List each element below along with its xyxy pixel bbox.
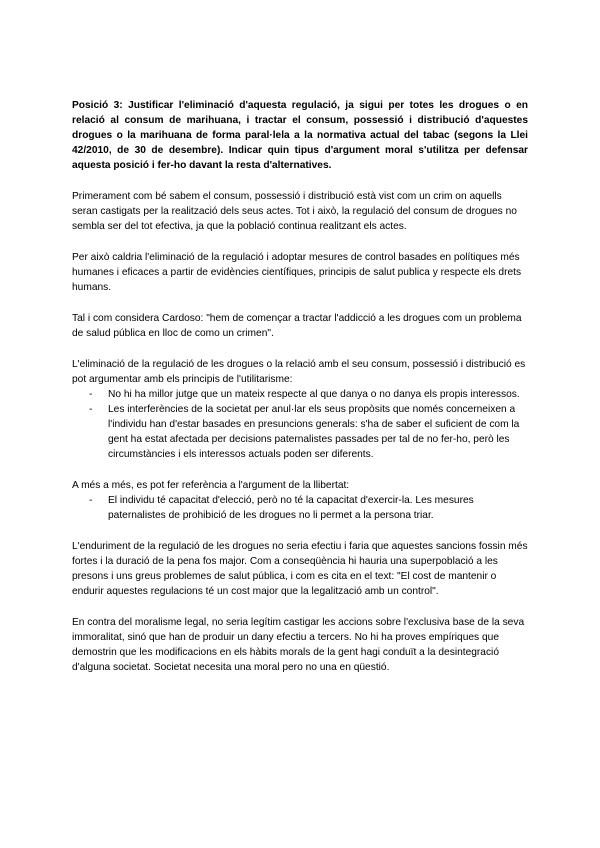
paragraph-liberty: A més a més, es pot fer referència a l'argument de la llibertat: <box>72 480 350 491</box>
list-item <box>72 493 528 523</box>
paragraph-cardoso-quote: Tal i com considera Cardoso: "hem de començar a tractar l'addicció a les drogues com un problema de salud pública en lloc de como un crimen". <box>72 313 522 339</box>
dash-marker: - <box>89 389 93 400</box>
list-item-text: No hi ha millor jutge que un mateix respecte al que danya o no danya els propis interessos. <box>108 389 520 400</box>
paragraph-utilitarianism: L'eliminació de la regulació de les drogues o la relació amb el seu consum, possessió i distribució es pot argumentar amb els principis de l'utilitarisme: <box>72 359 526 385</box>
paragraph-hardening: L'enduriment de la regulació de les drogues no seria efectiu i faria que aquestes sancions fossin més fortes i la duració de la pena fos major. Com a conseqüència hi hauria una superpoblació a les presons i uns greus problemes de salut pública, i com es cita en el text: "El cost de mantenir o endurir aquestes regulacions té un cost major que la legalització amb un control". <box>72 541 528 597</box>
list-item-text: Les interferències de la societat per anul·lar els seus propòsits que només concerneixen a l'individu han d'estar basades en presuncions generals: s'ha de saber el suficient de com la gent ha estat afectada per decisions paternalistes passades per tal de no fer-ho, però les circumstàncies i els interessos actuals poden ser diferents. <box>108 404 520 460</box>
dash-marker: - <box>89 495 93 506</box>
utilitarian-list <box>72 387 528 462</box>
list-item-text: El individu té capacitat d'elecció, però no té la capacitat d'exercir-la. Les mesures paternalistes de prohibició de les drogues no li permet a la persona triar. <box>108 495 474 521</box>
paragraph-proposal: Per això caldria l'eliminació de la regulació i adoptar mesures de control basades en polítiques més humanes i eficaces a partir de evidències científiques, principis de salut publica y respecte els drets humans. <box>72 252 522 293</box>
position-heading: Posició 3: Justificar l'eliminació d'aquesta regulació, ja sigui per totes les drogues o en relació al consum de marihuana, i tractar el consum, possessió i distribució d'aquestes drogues o la marihuana de forma paral·lela a la normativa actual del tabac (segons la Llei 42/2010, de 30 de desembre). Indicar quin tipus d'argument moral s'utilitza per defensar aquesta posició i fer-ho davant la resta d'alternatives. <box>72 100 528 171</box>
paragraph-legal-moralism: En contra del moralisme legal, no seria legítim castigar les accions sobre l'exclusiva base de la seva immoralitat, sinó que han de produir un dany efectiu a tercers. No hi ha proves empíriques que demostrin que les modificacions en els hàbits morals de la gent hagi conduït a la desintegració d'alguna societat. Societat necesita una moral pero no una en qüestió. <box>72 617 525 673</box>
list-item <box>72 402 528 462</box>
paragraph-intro: Primerament com bé sabem el consum, possessió i distribució està vist com un crim on aquells seran castigats per la realització dels seus actes. Tot i això, la regulació del consum de drogues no sembla ser del tot efectiva, ja que la població continua realitzant els actes. <box>72 191 517 232</box>
list-item <box>72 387 528 402</box>
dash-marker: - <box>89 404 93 415</box>
liberty-list <box>72 493 528 523</box>
